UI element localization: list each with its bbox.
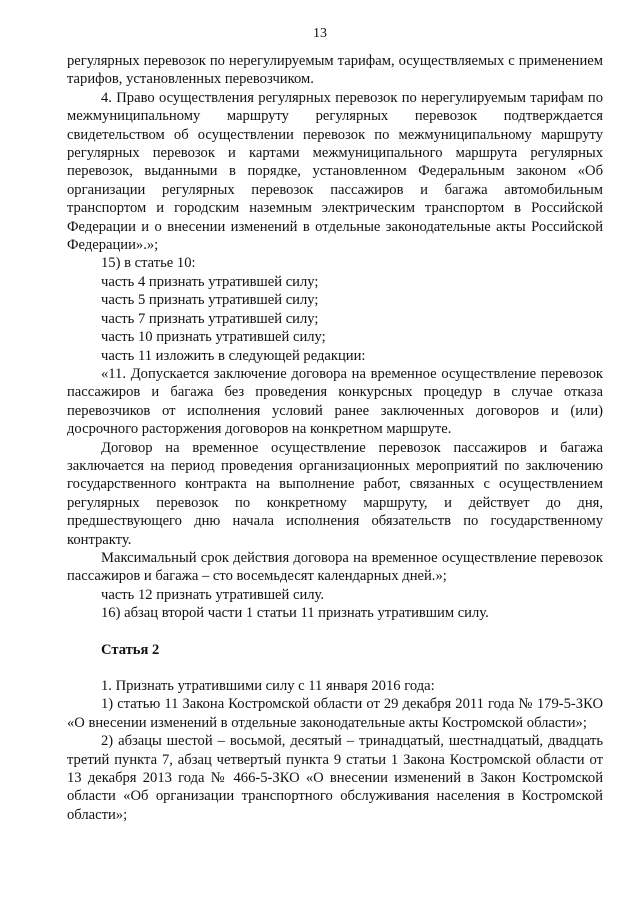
paragraph-max-term: Максимальный срок действия договора на временное осуществление перевозок пассажиров и багажа – сто восемьдесят календарных дней.»; (67, 549, 603, 585)
paragraph-item-16: 16) абзац второй части 1 статьи 11 признать утратившим силу. (101, 605, 489, 622)
document-body (67, 52, 603, 824)
paragraph-part-4: часть 4 признать утратившей силу; (101, 273, 319, 290)
paragraph-part-5: часть 5 признать утратившей силу; (101, 292, 319, 309)
paragraph-part-11-text: «11. Допускается заключение договора на временное осуществление перевозок пассажиров и багажа без проведения конкурсных процедур в случае отказа перевозчиков от исполнения условий ранее заключенных договоров и (или) досрочного расторжения договоров на конкретном маршруте. (67, 365, 603, 438)
paragraph-part-7: часть 7 признать утратившей силу; (101, 310, 319, 327)
article-heading: Статья 2 (101, 641, 160, 658)
article-paragraph-2: 1) статью 11 Закона Костромской области от 29 декабря 2011 года № 179-5-ЗКО «О внесении изменений в отдельные законодательные акты Костромской области»; (67, 696, 603, 731)
article-paragraph-3: 2) абзацы шестой – восьмой, десятый – тринадцатый, шестнадцатый, двадцать третий пункта 7, абзац четвертый пункта 9 статьи 1 Закона Костромской области от 13 декабря 2013 года № 466-5-ЗКО «О внесении изменений в Закон Костромской области «Об организации транспортного обслуживания населения в Костромской области»; (67, 733, 603, 823)
paragraph-part-12: часть 12 признать утратившей силу. (101, 586, 325, 603)
paragraph-item-15: 15) в статье 10: (101, 255, 196, 272)
paragraph-part-10: часть 10 признать утратившей силу; (101, 329, 326, 346)
paragraph-contract-period: Договор на временное осуществление перевозок пассажиров и багажа заключается на период проведения организационных мероприятий по заключению государственного контракта на выполнение работ, связанных с осуществлением регулярных перевозок по конкретному маршруту, и действует до дня, предшествующего дню начала исполнения обязательств по государственному контракту. (67, 439, 603, 548)
paragraph-item-4: 4. Право осуществления регулярных перевозок по нерегулируемым тарифам по межмуниципальному маршруту регулярных перевозок подтверждается свидетельством об осуществлении перевозок по межмуниципальному маршруту регулярных перевозок и картами межмуниципального маршрута регулярных перевозок, выданными в порядке, установленном Федеральным законом «Об организации регулярных перевозок пассажиров и багажа автомобильным транспортом и городским наземным электрическим транспортом в Российской Федерации и о внесении изменений в отдельные законодательные акты Российской Федерации».»; (67, 89, 603, 254)
article-paragraph-1: 1. Признать утратившими силу с 11 января 2016 года: (101, 678, 435, 694)
paragraph-continuation: регулярных перевозок по нерегулируемым тарифам, осуществляемых с применением тарифов, установленных перевозчиком. (67, 53, 603, 88)
page-number: 13 (313, 26, 327, 41)
paragraph-part-11: часть 11 изложить в следующей редакции: (101, 347, 366, 364)
